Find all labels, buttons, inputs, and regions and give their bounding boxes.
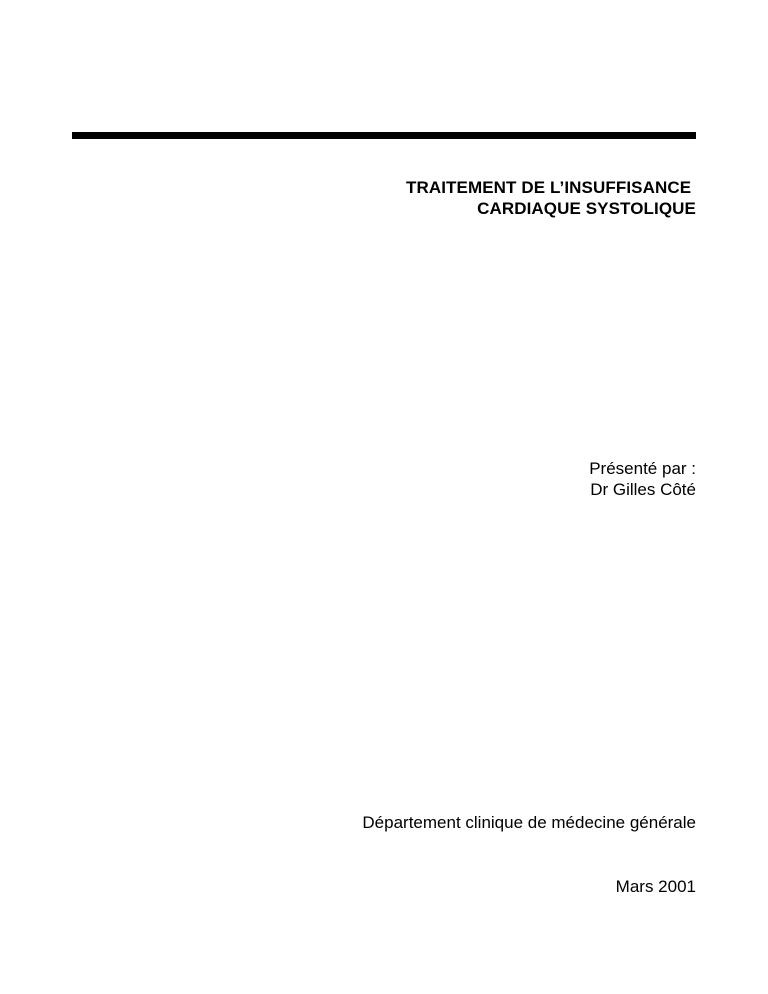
title-line-2: CARDIAQUE SYSTOLIQUE	[477, 199, 696, 218]
department-name: Département clinique de médecine générale	[362, 813, 696, 832]
document-date: Mars 2001	[615, 877, 696, 896]
document-title	[406, 177, 696, 219]
presenter-name: Dr Gilles Côté	[590, 480, 696, 499]
title-line-1: TRAITEMENT DE L’INSUFFISANCE	[405, 178, 696, 197]
presenter-block	[589, 458, 696, 500]
presenter-label: Présenté par :	[589, 459, 696, 478]
header-rule	[72, 132, 696, 139]
